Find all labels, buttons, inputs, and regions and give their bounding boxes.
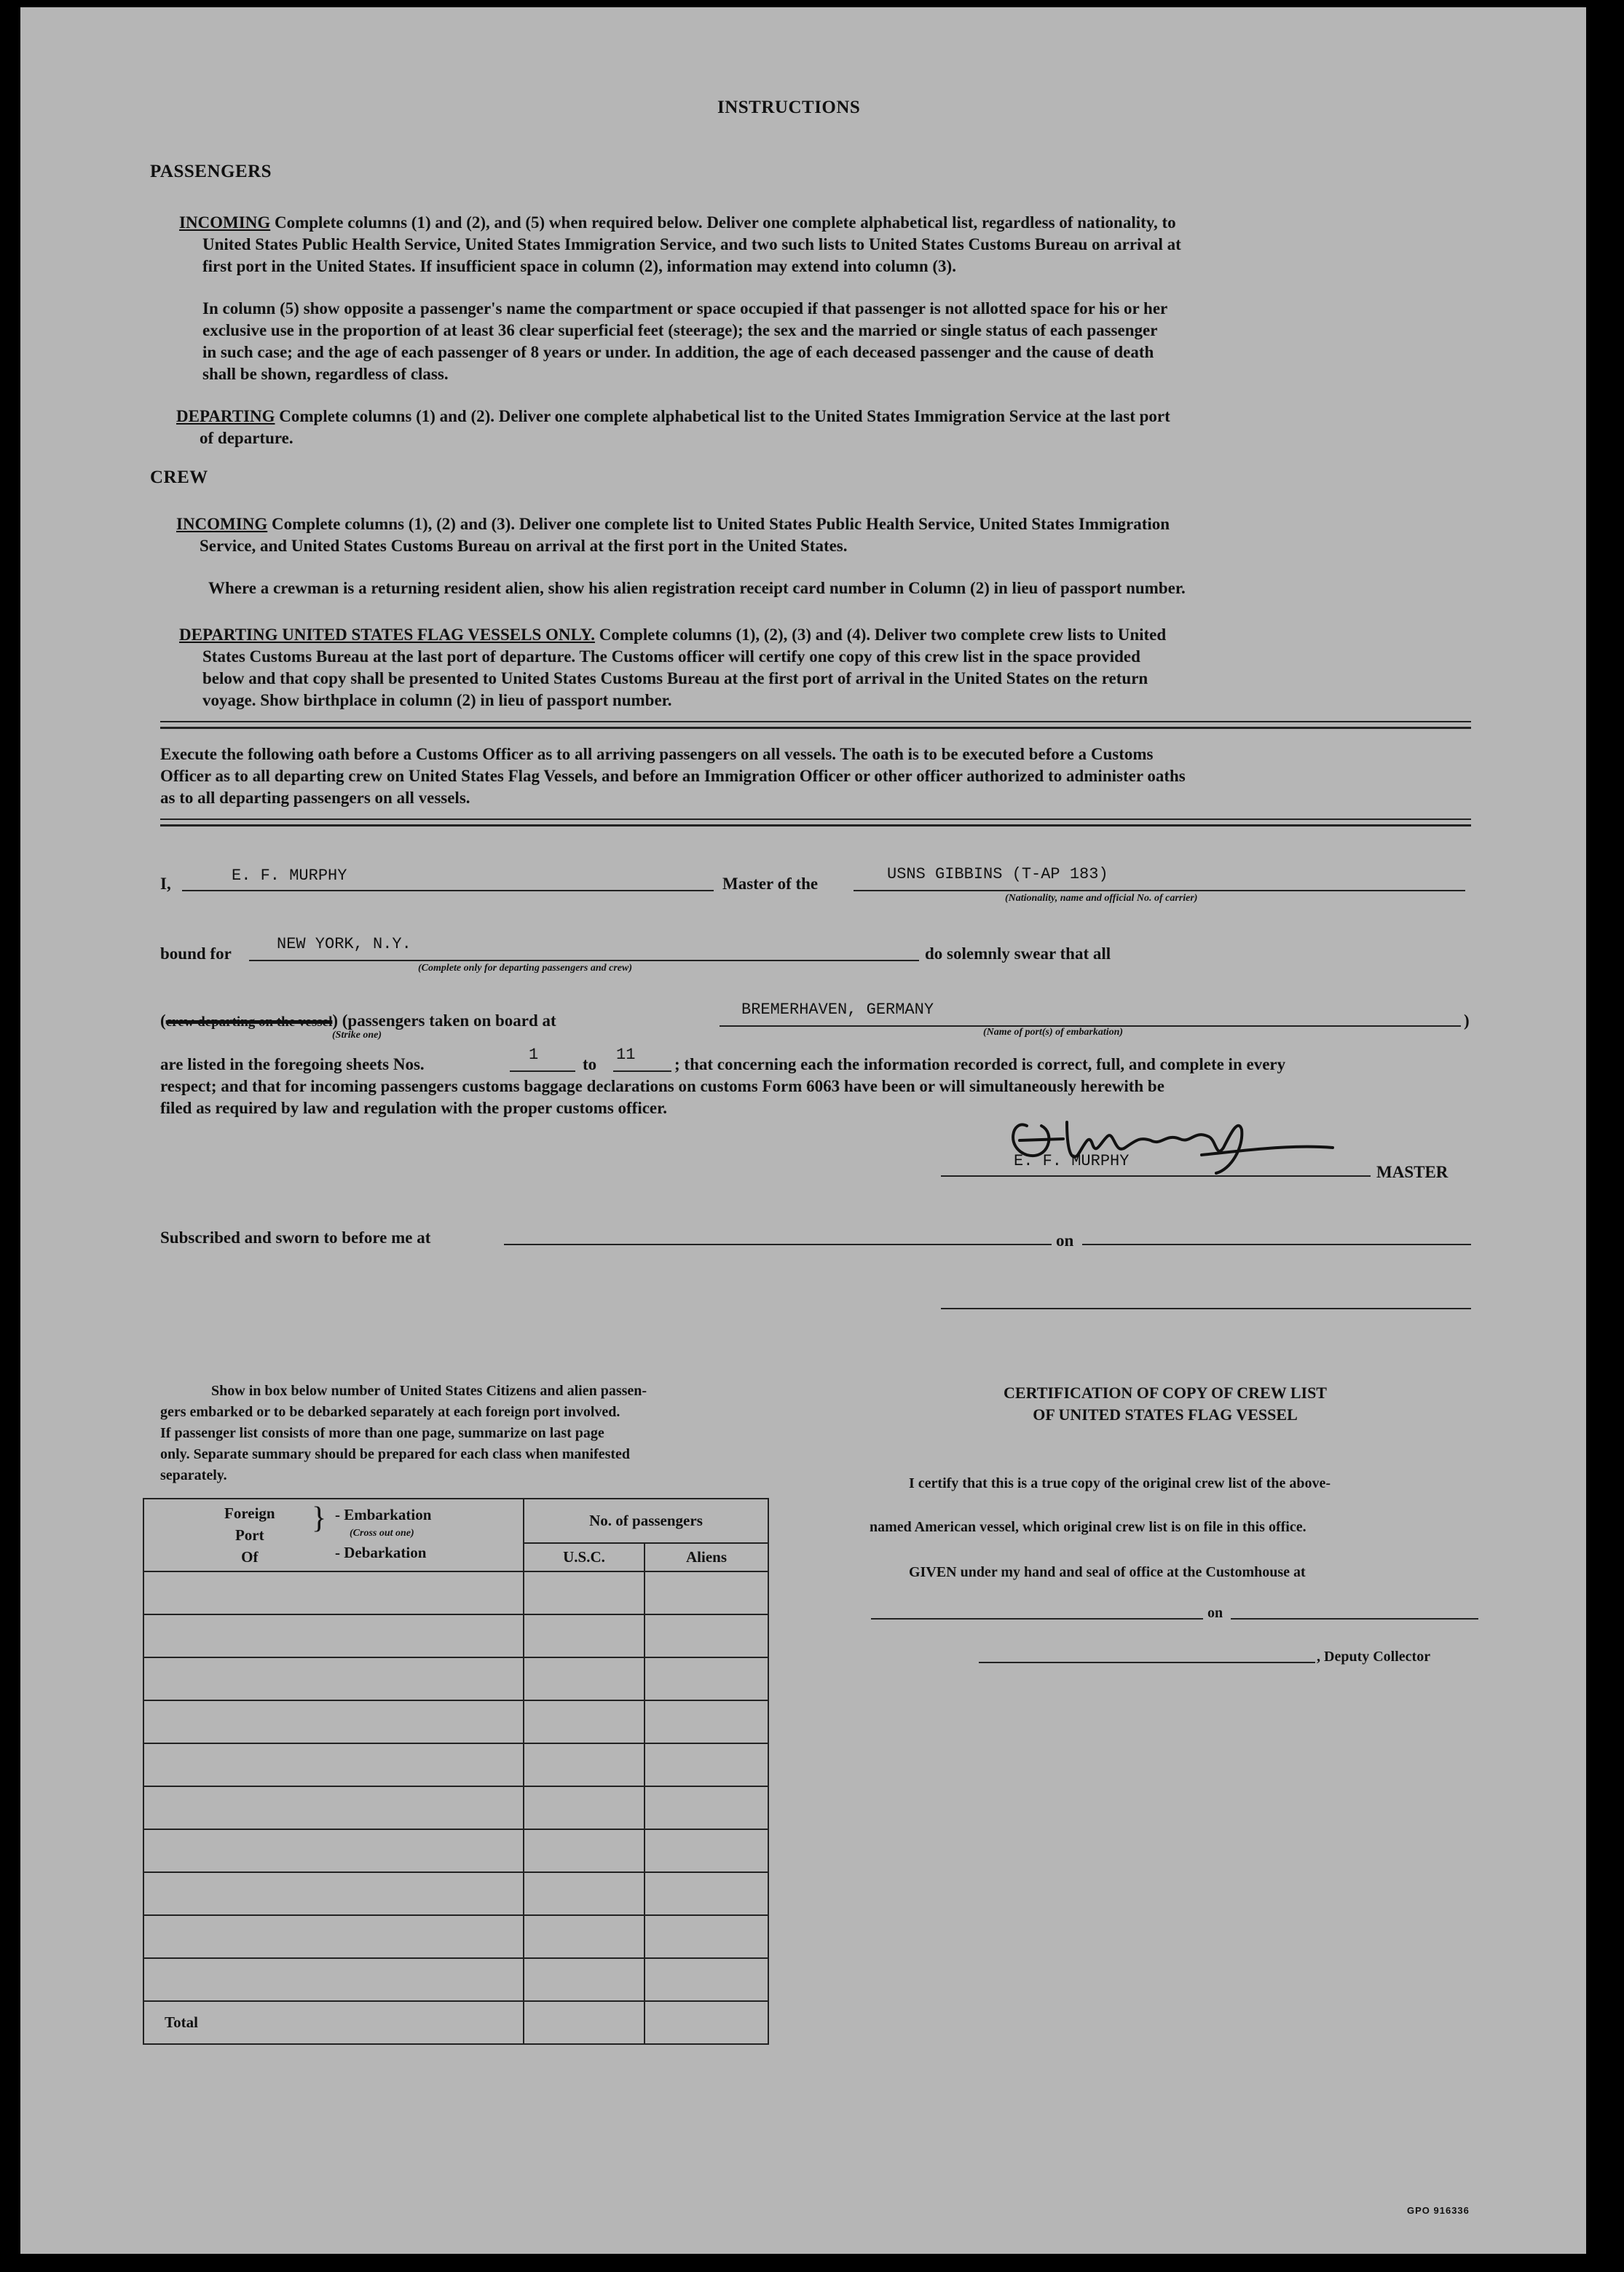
gpo-code: GPO 916336 [1407,2205,1470,2216]
deputy-collector-label: , Deputy Collector [1317,1649,1431,1665]
passengers-incoming-line-3: first port in the United States. If insufficient space in column (2), information may extend into column (3). [202,257,956,275]
passengers-departing-label: DEPARTING [176,407,275,425]
certification-text-3: GIVEN under my hand and seal of office at the Customhouse at [909,1564,1306,1580]
struck-crew-text: crew departing on the vessel [165,1014,333,1030]
passengers-departing-line-1: DEPARTING Complete columns (1) and (2). Deliver one complete alphabetical list to the United States Immigration Service at the last port [176,407,1170,425]
vessel-line [854,890,1465,891]
deputy-signature-line[interactable] [979,1662,1315,1663]
sheet-from-field[interactable]: 1 [529,1046,539,1064]
oath-intro-line-3: as to all departing passengers on all vessels. [160,789,470,807]
signature-typed-name: E. F. MURPHY [1014,1152,1130,1170]
total-label: Total [143,2001,524,2044]
close-paren: ) [1464,1011,1470,1030]
to-label: to [583,1055,597,1073]
total-row[interactable] [143,2001,768,2044]
page-title: INSTRUCTIONS [717,98,861,117]
listed-label: are listed in the foregoing sheets Nos. [160,1055,425,1073]
table-row[interactable] [143,1743,768,1786]
respect-text: respect; and that for incoming passengers customs baggage declarations on customs Form 6063 have been or will simultaneously herewith be [160,1077,1164,1095]
crew-resident-alien-text: Where a crewman is a returning resident alien, show his alien registration receipt card number in Column (2) in lieu of passport number. [208,579,1186,597]
certification-on-label: on [1207,1605,1223,1621]
embark-caption: (Name of port(s) of embarkation) [983,1027,1124,1038]
bound-for-line [249,960,919,961]
vessel-field[interactable]: USNS GIBBINS (T-AP 183) [887,865,1108,883]
crew-incoming-label: INCOMING [176,515,268,533]
column5-line-1: In column (5) show opposite a passenger's name the compartment or space occupied if that passenger is not allotted space for his or her [202,299,1168,317]
bound-for-caption: (Complete only for departing passengers and crew) [418,963,632,974]
sheet-from-line [510,1070,575,1072]
listed-text-2: ; that concerning each the information recorded is correct, full, and complete in every [674,1055,1286,1073]
certification-date-line[interactable] [1231,1618,1478,1620]
vessel-caption: (Nationality, name and official No. of carrier) [1005,893,1198,904]
crew-departing-line-3: below and that copy shall be presented to United States Customs Bureau at the first port of arrival in the United States on the return [202,669,1148,687]
table-row[interactable] [143,1829,768,1872]
table-row[interactable] [143,1657,768,1700]
column5-line-4: shall be shown, regardless of class. [202,365,449,383]
officer-signature-line[interactable] [941,1308,1471,1309]
embark-port-field[interactable]: BREMERHAVEN, GERMANY [741,1001,934,1019]
summary-header-row-1 [143,1499,768,1543]
sheet-to-field[interactable]: 11 [616,1046,636,1064]
aliens-header: Aliens [645,1543,768,1571]
table-row[interactable] [143,1786,768,1829]
master-name-line [182,890,714,891]
table-row[interactable] [143,1958,768,2001]
passengers-incoming-label: INCOMING [179,213,271,232]
table-row[interactable] [143,1872,768,1915]
bound-for-label: bound for [160,944,232,963]
usc-header: U.S.C. [524,1543,645,1571]
customhouse-line[interactable] [871,1618,1203,1620]
passenger-summary-table [143,1498,769,2045]
num-passengers-header: No. of passengers [524,1499,768,1543]
table-row[interactable] [143,1700,768,1743]
strike-line: (crew departing on the vessel) (passengers taken on board at [160,1011,556,1030]
master-of-label: Master of the [722,875,819,893]
divider-double [160,819,1471,827]
strike-one-caption: (Strike one) [332,1030,382,1041]
table-row[interactable] [143,1915,768,1958]
brace: } [312,1502,327,1535]
crew-departing-line-1: DEPARTING UNITED STATES FLAG VESSELS ONLY. Complete columns (1), (2), (3) and (4). Deliver two complete crew lists to United [179,626,1167,644]
crew-incoming-line-1: INCOMING Complete columns (1), (2) and (3). Deliver one complete list to United States Public Health Service, United States Immigration [176,515,1170,533]
crew-departing-line-4: voyage. Show birthplace in column (2) in lieu of passport number. [202,691,672,709]
divider-double [160,721,1471,729]
certification-text-2: named American vessel, which original crew list is on file in this office. [870,1519,1306,1535]
foreign-port-header: Foreign Port Of } - Embarkation (Cross out one) - Debarkation [143,1499,524,1571]
passengers-incoming-line-2: United States Public Health Service, United States Immigration Service, and two such lists to United States Customs Bureau on arrival at [202,235,1181,253]
bound-for-field[interactable]: NEW YORK, N.Y. [277,935,411,953]
subscribed-on-label: on [1056,1231,1074,1250]
signature-line [941,1175,1371,1177]
passengers-heading: PASSENGERS [150,162,272,181]
oath-intro-line-2: Officer as to all departing crew on United States Flag Vessels, and before an Immigration Officer or other officer authorized to administer oaths [160,767,1186,785]
filed-text: filed as required by law and regulation with the proper customs officer. [160,1099,667,1117]
master-name-field[interactable]: E. F. MURPHY [232,867,347,885]
passengers-departing-line-2: of departure. [200,429,293,447]
column5-line-2: exclusive use in the proportion of at least 36 clear superficial feet (steerage); the sex and the married or single status of each passenger [202,321,1158,339]
column5-line-3: in such case; and the age of each passenger of 8 years or under. In addition, the age of each deceased passenger and the cause of death [202,343,1154,361]
certification-text-1: I certify that this is a true copy of the original crew list of the above- [909,1475,1331,1491]
oath-i-label: I, [160,875,171,893]
sheet-to-line [613,1070,671,1072]
master-signature-image [998,1104,1340,1184]
certification-title: CERTIFICATION OF COPY OF CREW LIST OF UNITED STATES FLAG VESSEL [1004,1384,1327,1424]
passengers-incoming-line-1: INCOMING Complete columns (1) and (2), and (5) when required below. Deliver one complete alphabetical list, regardless of nationality, to [179,213,1176,232]
table-row[interactable] [143,1571,768,1614]
crew-departing-line-2: States Customs Bureau at the last port of departure. The Customs officer will certify one copy of this crew list in the space provided [202,647,1140,666]
crew-incoming-line-2: Service, and United States Customs Bureau on arrival at the first port in the United States. [200,537,848,555]
subscribed-date-line[interactable] [1082,1244,1471,1245]
summary-intro: Show in box below number of United States Citizens and alien passen- gers embarked or to be debarked separately at each foreign port involved. If passenger list consists of more than one page, summarize on last page only. Separate summary should be prepared for each class when manifested separately. [160,1383,647,1483]
swear-label: do solemnly swear that all [925,944,1111,963]
oath-intro-line-1: Execute the following oath before a Customs Officer as to all arriving passengers on all vessels. The oath is to be executed before a Customs [160,745,1154,763]
master-label: MASTER [1376,1163,1448,1181]
table-row[interactable] [143,1614,768,1657]
crew-heading: CREW [150,468,208,487]
crew-departing-label: DEPARTING UNITED STATES FLAG VESSELS ONLY. [179,626,595,644]
subscribed-place-line[interactable] [504,1244,1052,1245]
subscribed-label: Subscribed and sworn to before me at [160,1228,431,1247]
